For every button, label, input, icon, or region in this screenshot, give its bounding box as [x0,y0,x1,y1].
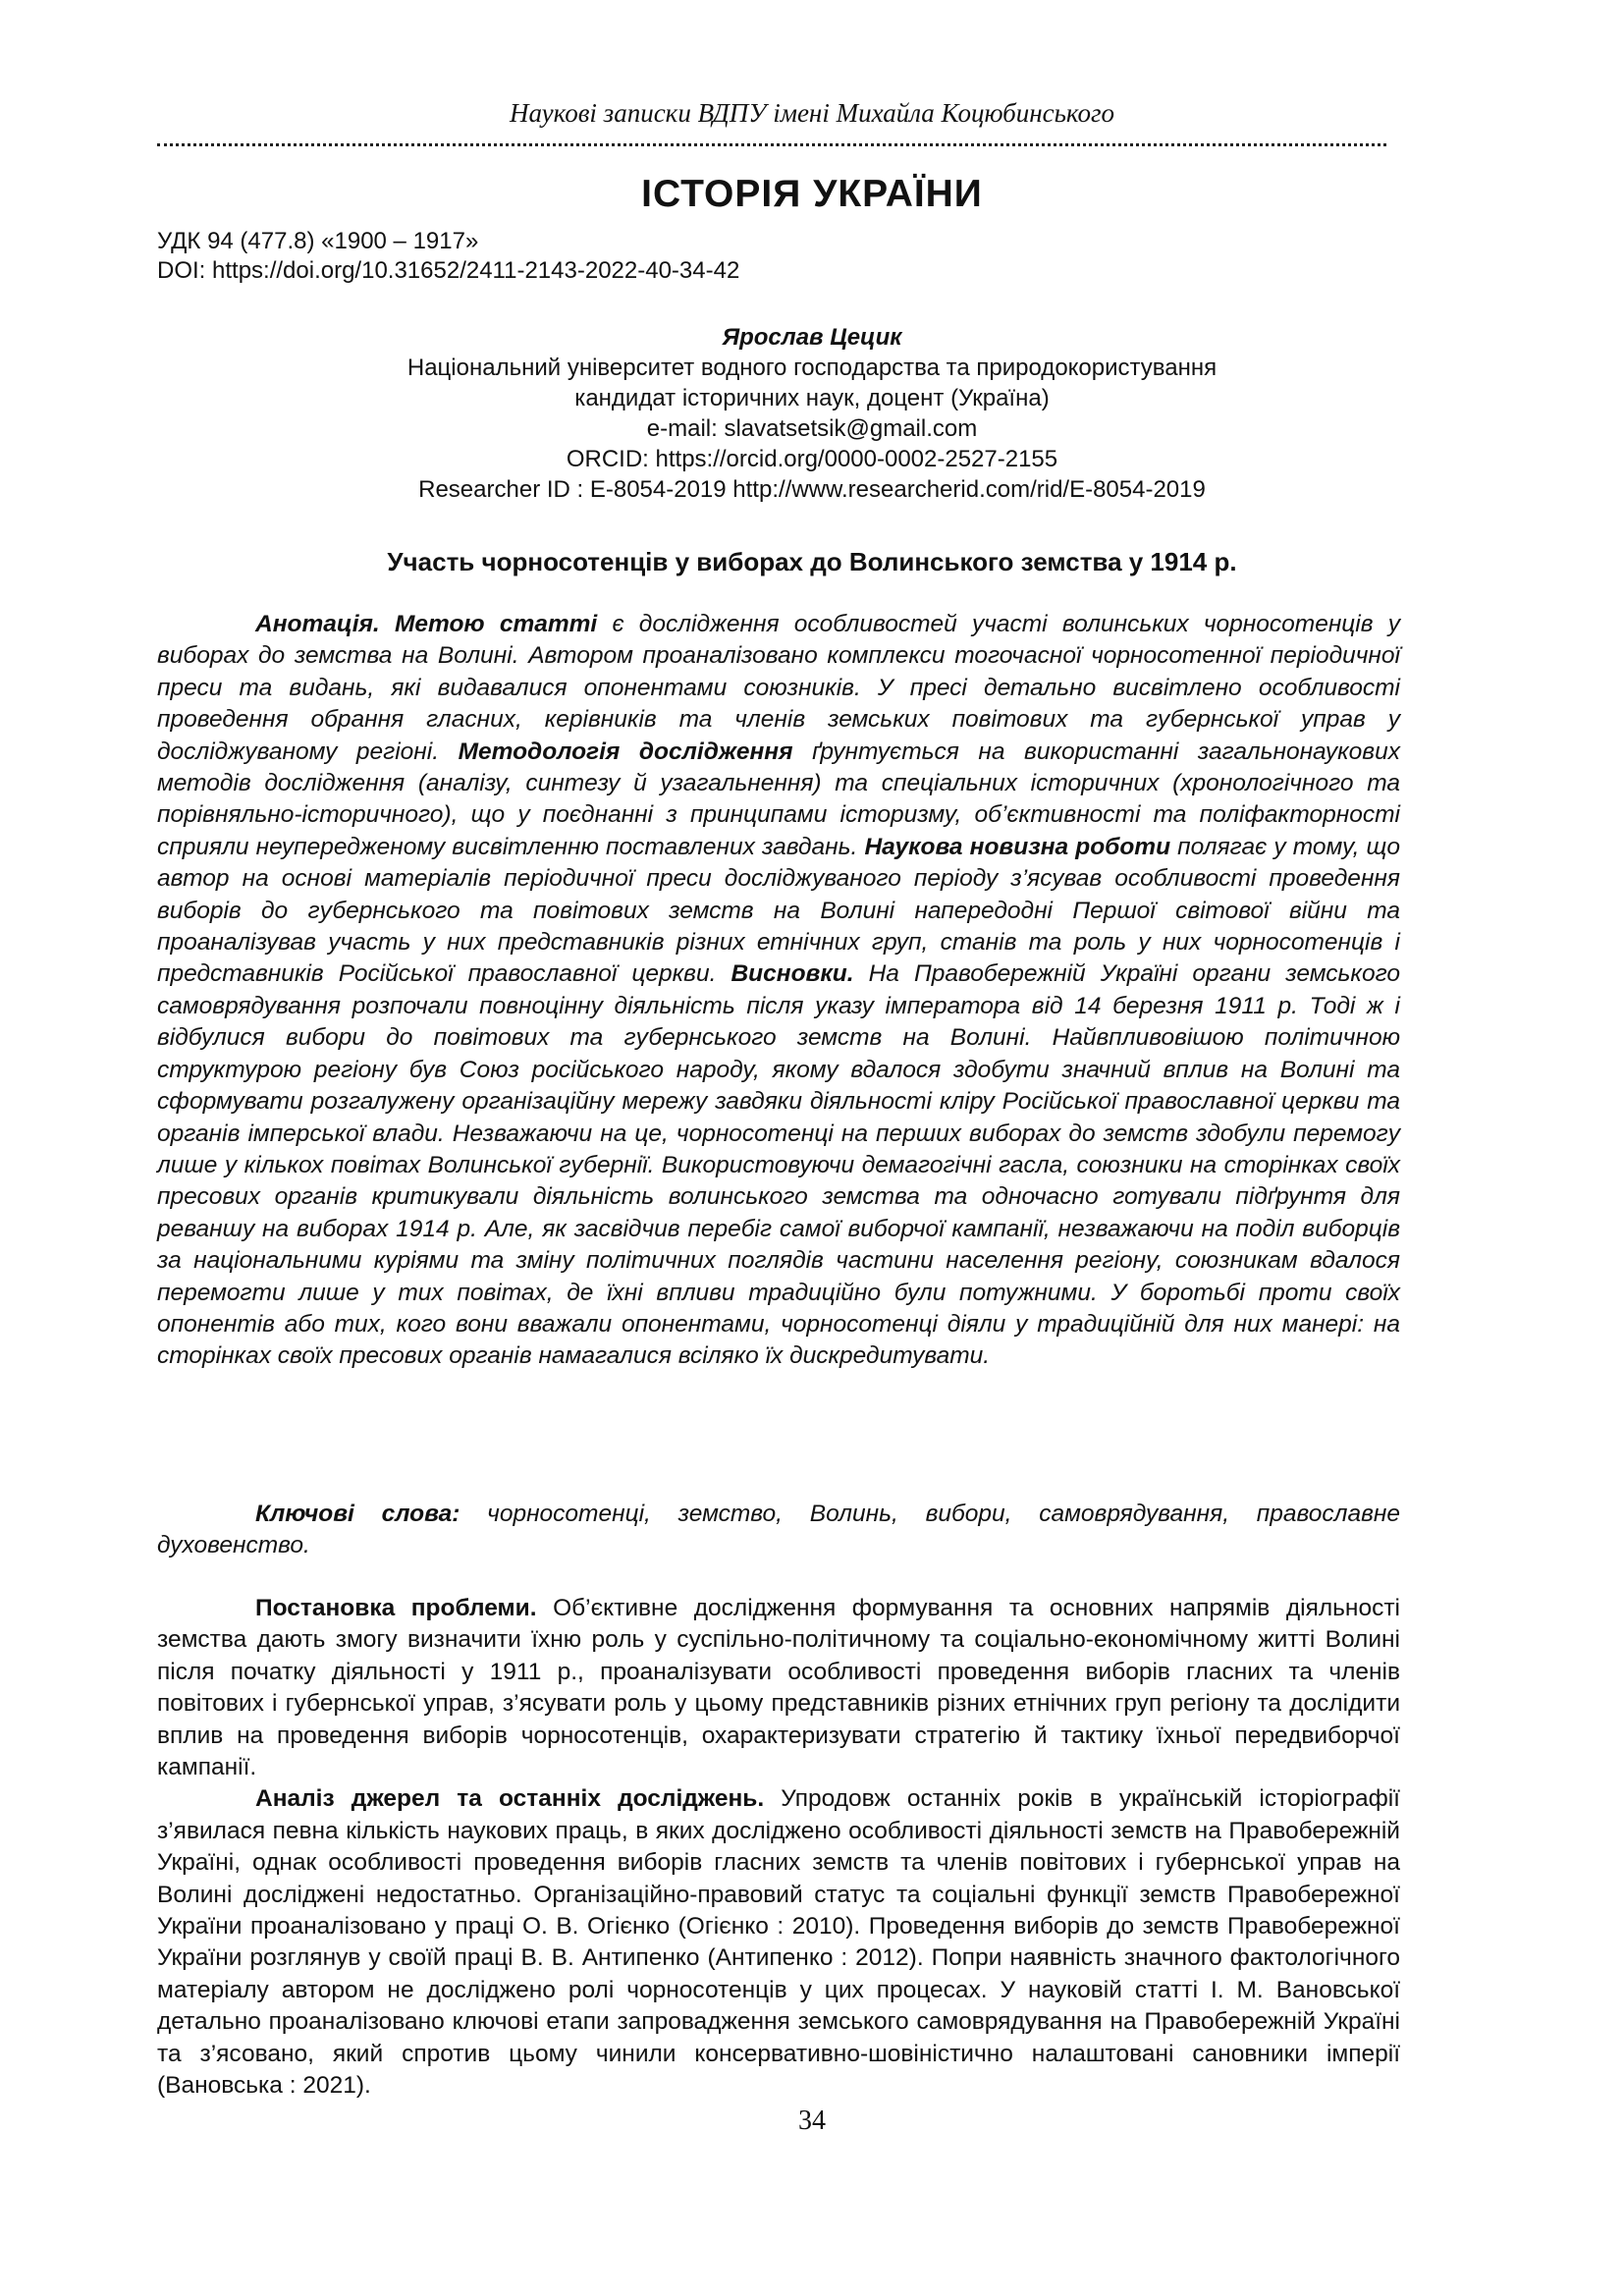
abstract-novelty-label: Наукова новизна роботи [864,833,1171,860]
sources-label: Аналіз джерел та останніх досліджень. [255,1785,765,1813]
page-number: 34 [798,2105,826,2136]
author-orcid[interactable]: ORCID: https://orcid.org/0000-0002-2527-2155 [566,446,1058,472]
abstract [157,609,1400,1373]
body-paragraph-problem [157,1593,1400,1783]
problem-text: Об’єктивне дослідження формування та основних напрямів діяльності земства дають змогу визначити їхню роль у суспільно-політичному та соціально-економічному житті Волині після початку діяльності у 1911 р., проаналізувати особливості проведення виборів гласних та членів повітових і губернської управ, з’ясувати роль у цьому представників різних етнічних груп регіону та дослідити вплив на проведення виборів чорносотенців, охарактеризувати стратегію й тактику їхньої передвиборчої кампанії. [157,1595,1400,1781]
udc-code: УДК 94 (477.8) «1900 – 1917» [157,228,479,254]
author-degree: кандидат історичних наук, доцент (Україна) [574,385,1050,411]
abstract-novelty-text: полягає у тому, що автор на основі матеріалів періодичної преси досліджуваного періоду з’ясував особливості проведення виборів до губернського та повітових земств на Волині напередодні Першої світової війни та проаналізував участь у них представників різних етнічних груп, станів та роль у них чорносотенців і представників Російської православної церкви. [157,833,1400,988]
article-title: Участь чорносотенців у виборах до Волинського земства у 1914 р. [387,547,1237,576]
keywords-paragraph [157,1499,1400,1562]
keywords-text: чорносотенці, земство, Волинь, вибори, самоврядування, православне духовенство. [157,1501,1400,1559]
author-researcher-id[interactable]: Researcher ID : E-8054-2019 http://www.researcherid.com/rid/E-8054-2019 [418,476,1206,503]
abstract-conclusions-label: Висновки. [731,960,854,988]
dotted-separator [157,143,1386,146]
abstract-label: Анотація. [255,611,380,637]
author-block [0,322,1624,505]
author-name: Ярослав Цецик [722,324,902,351]
abstract-methodology-text: ґрунтується на використанні загальнонаукових методів дослідження (аналізу, синтезу й узагальнення) та спеціальних історичних (хронологічного та порівняльно-історичного), що у поєднанні з принципами історизму, об’єктивності та поліфакторності сприяли неупередженому висвітленню поставлених завдань. [157,738,1400,860]
abstract-purpose-text: є дослідження особливостей участі волинських чорносотенців у виборах до земства на Волині. Автором проаналізовано комплекси тогочасної чорносотенної періодичної преси та видань, які видавалися опонентами союзників. У пресі детально висвітлено особливості проведення обрання гласних, керівників та членів земських повітових та губернської управ у досліджуваному регіоні. [157,611,1400,765]
section-title: ІСТОРІЯ УКРАЇНИ [641,173,983,215]
keywords [157,1499,1400,1562]
body-paragraph-sources [157,1783,1400,2102]
abstract-methodology-label: Методологія дослідження [458,738,793,765]
abstract-conclusions-text: На Правобережній Україні органи земського самоврядування розпочали повноцінну діяльність після указу імператора від 14 березня 1911 р. Тоді ж і відбулися вибори до повітових та губернського земств на Волині. Найвпливовішою політичною структурою регіону був Союз російського народу, якому вдалося здобути значний вплив на Волині та сформувати розгалужену організаційну мережу завдяки діяльності кліру Російської православної церкви та органів імперської влади. Незважаючи на це, чорносотенці на перших виборах до земств здобули перемогу лише у кількох повітах Волинської губернії. Використовуючи демагогічні гасла, союзники на сторінках своїх пресових органів критикували діяльність волинського земства та одночасно готували підґрунтя для реваншу на виборах 1914 р. Але, як засвідчив перебіг самої виборчої кампанії, незважаючи на поділ виборців за національними куріями та зміну політичних поглядів частини населення регіону, союзникам вдалося перемогти лише у тих повітах, де їхні впливи традиційно були потужними. У боротьбі проти своїх опонентів або тих, кого вони вважали опонентами, чорносотенці діяли у традиційній для них манері: на сторінках своїх пресових органів намагалися всіляко їх дискредитувати. [157,960,1401,1370]
author-affiliation: Національний університет водного господарства та природокористування [406,355,1218,381]
abstract-paragraph [157,609,1400,1373]
sources-text: Упродовж останніх років в українській історіографії з’явилася певна кількість наукових праць, в яких досліджено особливості діяльності земств на Правобережній Україні, однак особливості проведення виборів гласних земств та членів повітових і губернської управ на Волині досліджені недостатньо. Організаційно-правовий статус та соціальні функції земств Правобережної України проаналізовано у праці О. В. Огієнко (Огієнко : 2010). Проведення виборів до земств Правобережної України розглянув у своїй праці В. В. Антипенко (Антипенко : 2012). Попри наявність значного фактологічного матеріалу автором не досліджено ролі чорносотенців у цих процесах. У науковій статті І. М. Вановської детально проаналізовано ключові етапи запровадження земського самоврядування на Правобережній Україні та з’ясовано, який спротив цьому чинили консервативно-шовіністично налаштовані сановники імперії (Вановська : 2021). [157,1785,1400,2100]
running-header: Наукові записки ВДПУ імені Михайла Коцюбинського [509,98,1115,128]
keywords-label: Ключові слова: [255,1501,460,1527]
abstract-purpose-label: Метою статті [394,611,598,637]
article-body [157,1593,1400,2103]
problem-label: Постановка проблеми. [255,1595,537,1621]
author-email[interactable]: e-mail: slavatsetsik@gmail.com [646,415,978,442]
doi-link[interactable]: DOI: https://doi.org/10.31652/2411-2143-2022-40-34-42 [157,257,740,284]
